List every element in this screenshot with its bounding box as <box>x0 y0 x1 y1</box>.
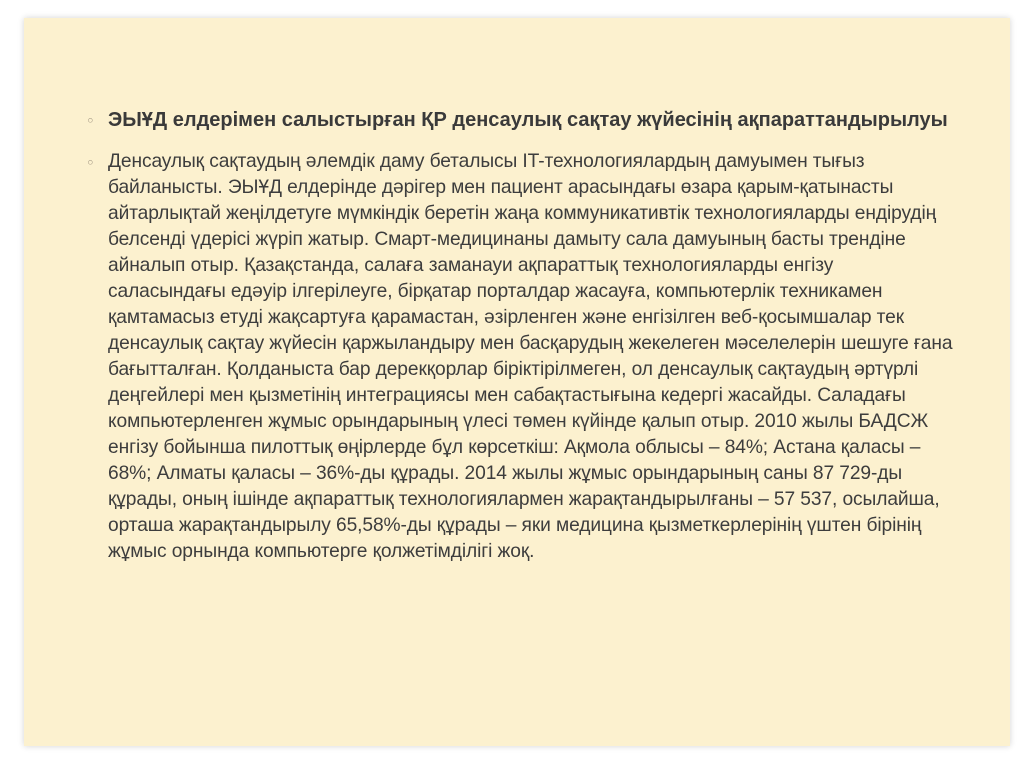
bullet-list <box>86 106 956 565</box>
bullet-marker-icon: ◦ <box>86 154 95 172</box>
slide-body-text: Денсаулық сақтаудың әлемдік даму беталысы IT-технологиялардың дамуымен тығыз байланысты. ЭЫҰД елдерінде дәрігер мен пациент арасындағы өзара қарым-қатынасты айтарлықтай жеңілдетуге мүмкіндік беретін жаңа коммуникативтік технологияларды ендірудің белсенді үдерісі жүріп жатыр. Смарт-медицинаны дамыту сала дамуының басты трендіне айналып отыр. Қазақстанда, салаға заманауи ақпараттық технологияларды енгізу саласындағы едәуір ілгерілеуге, бірқатар порталдар жасауға, компьютерлік техникамен қамтамасыз етуді жақсартуға қарамастан, әзірленген және енгізілген веб-қосымшалар тек денсаулық сақтау жүйесін қаржыландыру мен басқарудың жекелеген мәселелерін шешуге ғана бағытталған. Қолданыста бар дерекқорлар біріктірілмеген, ол денсаулық сақтаудың әртүрлі деңгейлері мен қызметінің интеграциясы мен сабақтастығына кедергі жасайды. Саладағы компьютерленген жұмыс орындарының үлесі төмен күйінде қалып отыр. 2010 жылы БАДСЖ енгізу бойынша пилоттық өңірлерде бұл көрсеткіш: Ақмола облысы – 84%; Астана қаласы – 68%; Алматы қаласы – 36%-ды құрады. 2014 жылы жұмыс орындарының саны 87 729-ды құрады, оның ішінде ақпараттық технологиялармен жарақтандырылғаны – 57 537, осылайша, орташа жарақтандырылу 65,58%-ды құрады – яки медицина қызметкерлерінің үштен бірінің жұмыс орнында компьютерге қолжетімділігі жоқ. <box>108 151 953 562</box>
bullet-heading <box>86 106 956 135</box>
slide-heading: ЭЫҰД елдерімен салыстырған ҚР денсаулық сақтау жүйесінің ақпараттандырылуы <box>108 109 948 131</box>
bullet-marker-icon: ◦ <box>86 112 95 130</box>
bullet-body <box>86 149 956 565</box>
slide <box>24 18 1010 746</box>
